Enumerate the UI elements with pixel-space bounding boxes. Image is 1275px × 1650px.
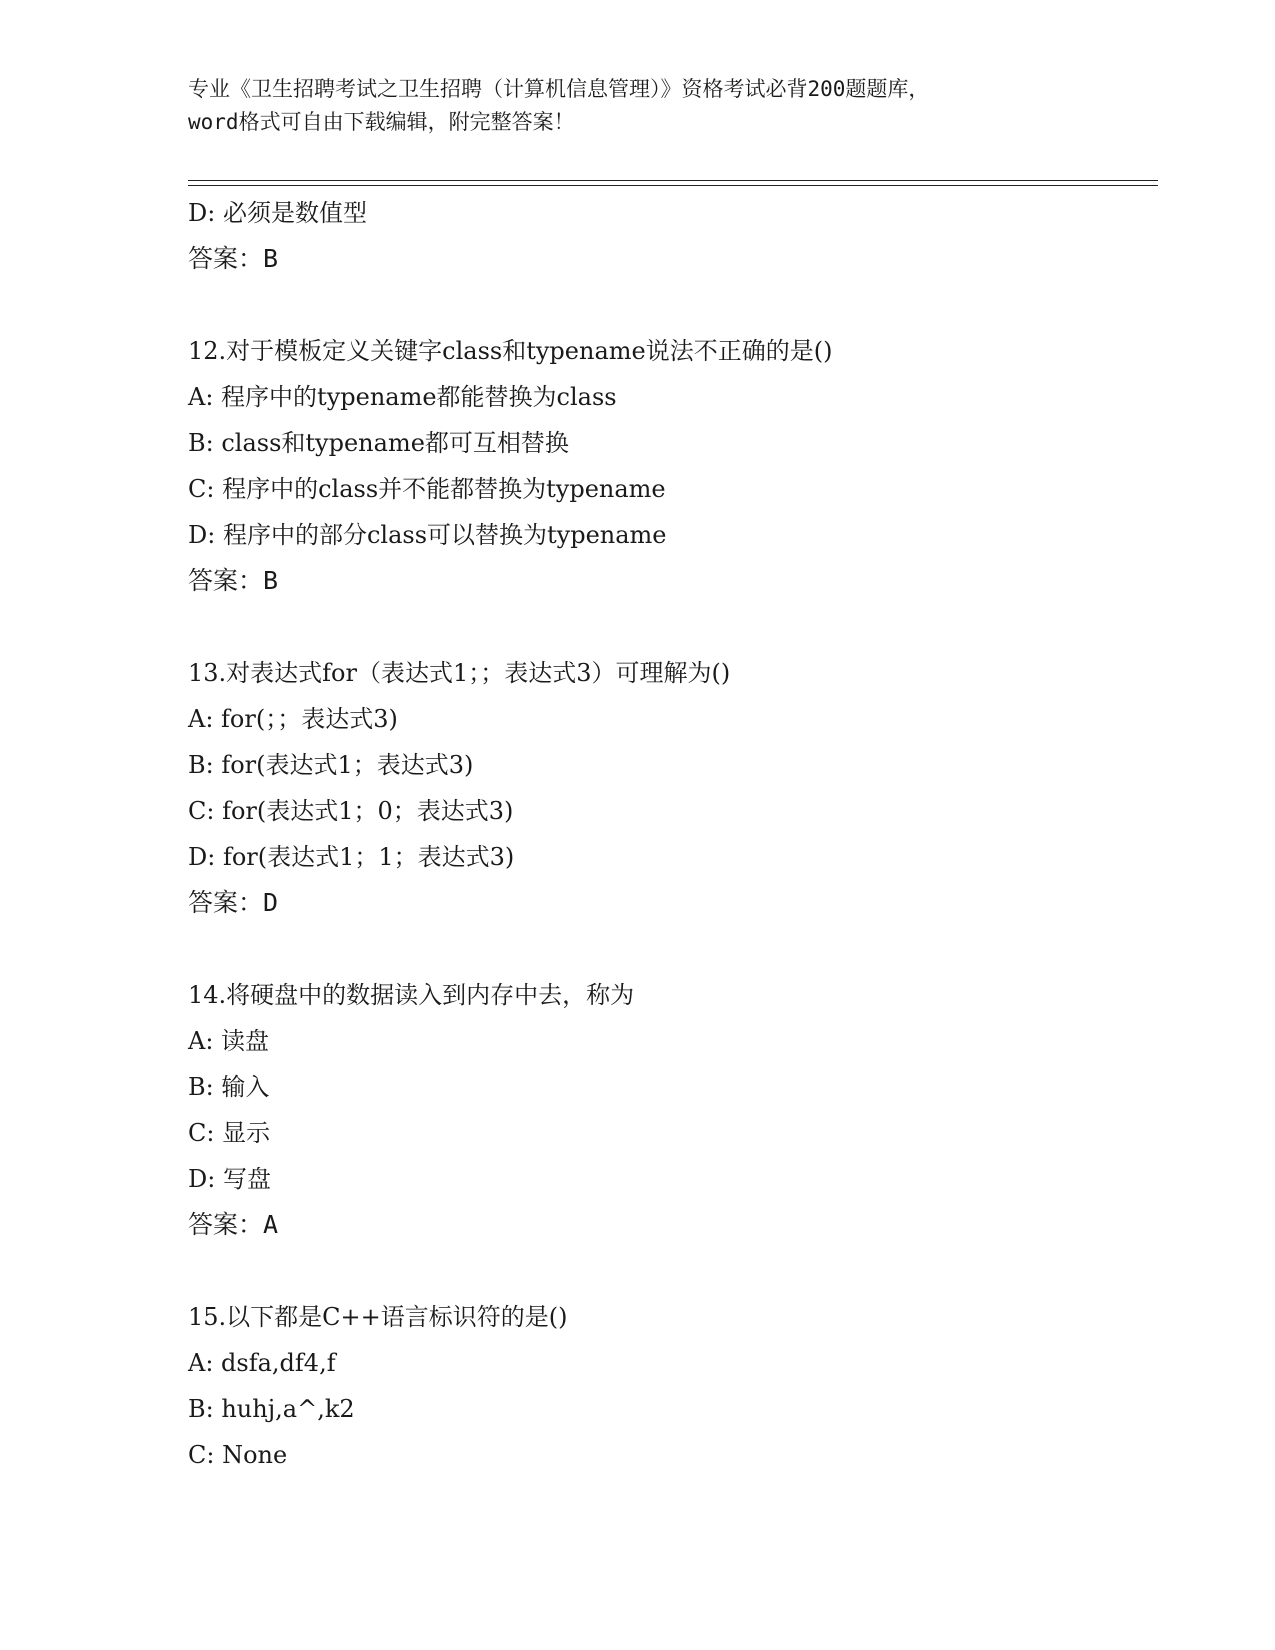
question-14 — [188, 972, 1188, 1248]
option-d: D: for(表达式1；1；表达式3) — [188, 843, 515, 871]
question-11-tail — [188, 190, 1188, 282]
option-b: B: class和typename都可互相替换 — [188, 429, 569, 457]
option-a: A: for(；；表达式3) — [188, 705, 398, 733]
spacer — [188, 1248, 1188, 1294]
option-b: B: 输入 — [188, 1073, 270, 1101]
question-text: 13.对表达式for（表达式1；；表达式3）可理解为() — [188, 659, 731, 687]
spacer — [188, 926, 1188, 972]
question-text: 15.以下都是C++语言标识符的是() — [188, 1303, 568, 1331]
spacer — [188, 282, 1188, 328]
question-12 — [188, 328, 1188, 604]
answer: 答案：D — [188, 888, 279, 917]
option-d: D: 程序中的部分class可以替换为typename — [188, 521, 667, 549]
answer: 答案：B — [188, 566, 279, 595]
option-d: D: 必须是数值型 — [188, 199, 367, 227]
option-c: C: None — [188, 1441, 288, 1469]
option-c: C: for(表达式1；0；表达式3) — [188, 797, 514, 825]
document-header — [188, 73, 1088, 139]
option-a: A: 程序中的typename都能替换为class — [188, 383, 617, 411]
option-c: C: 程序中的class并不能都替换为typename — [188, 475, 666, 503]
answer: 答案：B — [188, 244, 279, 273]
question-text: 12.对于模板定义关键字class和typename说法不正确的是() — [188, 337, 833, 365]
spacer — [188, 604, 1188, 650]
header-divider-bottom — [188, 185, 1158, 186]
option-b: B: huhj,a^,k2 — [188, 1395, 355, 1423]
option-c: C: 显示 — [188, 1119, 271, 1147]
question-13 — [188, 650, 1188, 926]
question-list — [188, 190, 1188, 1478]
header-line-2: word格式可自由下载编辑，附完整答案！ — [188, 110, 575, 134]
header-divider-top — [188, 180, 1158, 181]
question-15 — [188, 1294, 1188, 1478]
question-text: 14.将硬盘中的数据读入到内存中去，称为 — [188, 981, 635, 1009]
option-b: B: for(表达式1；表达式3) — [188, 751, 474, 779]
answer: 答案：A — [188, 1210, 279, 1239]
option-a: A: dsfa,df4,f — [188, 1349, 336, 1377]
option-a: A: 读盘 — [188, 1027, 270, 1055]
header-line-1: 专业《卫生招聘考试之卫生招聘（计算机信息管理）》资格考试必背200题题库， — [188, 77, 930, 101]
option-d: D: 写盘 — [188, 1165, 271, 1193]
